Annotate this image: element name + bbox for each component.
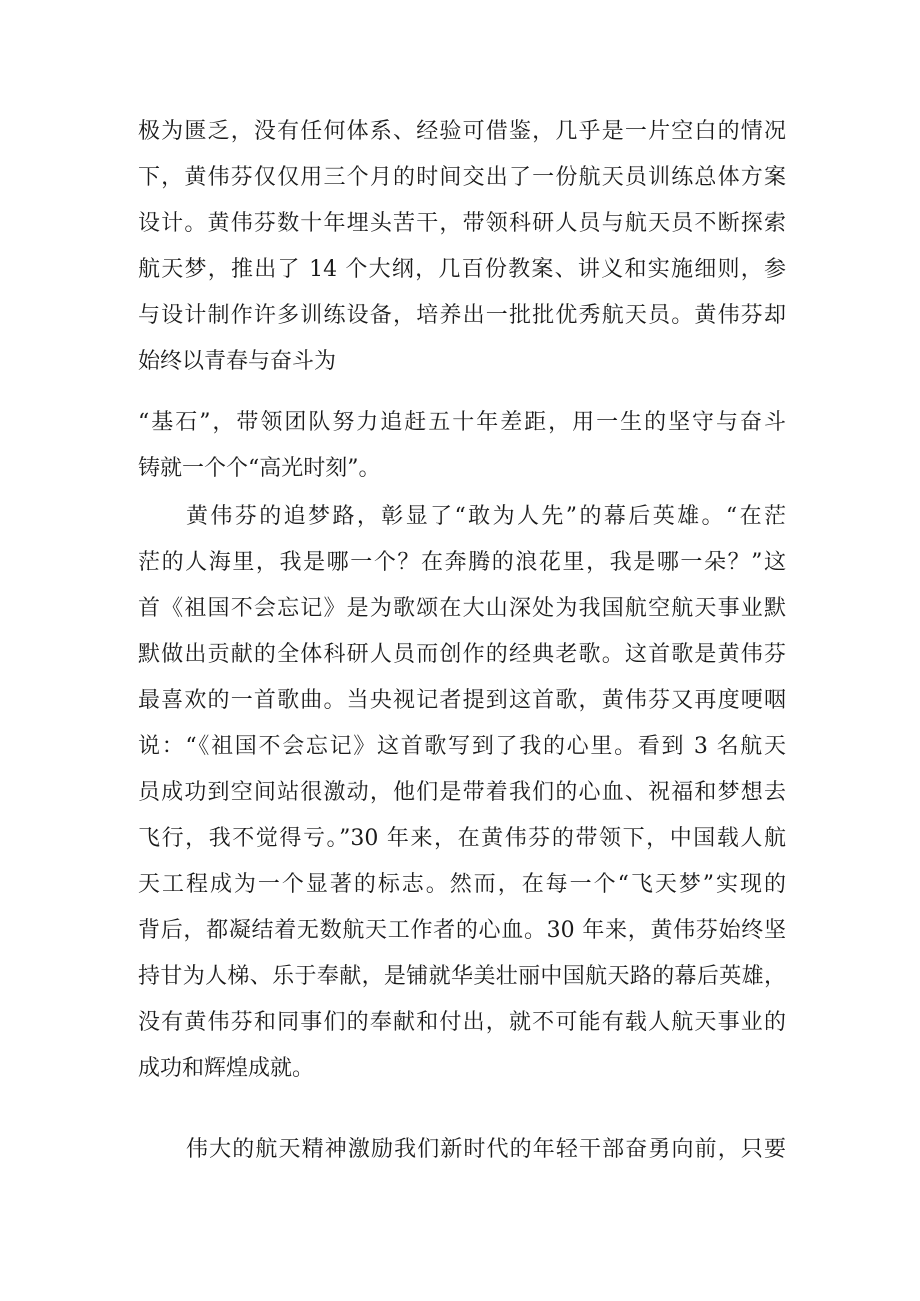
text-line: 茫的人海里，我是哪一个？在奔腾的浪花里，我是哪一朵？”这 [138,550,786,575]
text-line: 设计。黄伟芬数十年埋头苦干，带领科研人员与航天员不断探索 [138,211,786,236]
paragraph-first-line: 黄伟芬的追梦路，彰显了“敢为人先”的幕后英雄。“在茫 [186,504,786,529]
text-line: 与设计制作许多训练设备，培养出一批批优秀航天员。黄伟芬却 [138,303,786,328]
text-line: 成功和辉煌成就。 [138,1056,315,1081]
text-line: 背后，都凝结着无数航天工作者的心血。30 年来，黄伟芬始终坚 [138,918,786,943]
text-line: 铸就一个个“高光时刻”。 [138,456,381,481]
text-line: 说：“《祖国不会忘记》这首歌写到了我的心里。看到 3 名航天 [138,734,786,759]
text-line: 默做出贡献的全体科研人员而创作的经典老歌。这首歌是黄伟芬 [138,642,786,667]
text-line: 飞行，我不觉得亏。”30 年来，在黄伟芬的带领下，中国载人航 [138,826,786,851]
text-line: 最喜欢的一首歌曲。当央视记者提到这首歌，黄伟芬又再度哽咽 [138,688,786,713]
text-line: 首《祖国不会忘记》是为歌颂在大山深处为我国航空航天事业默 [138,596,786,621]
text-line: 员成功到空间站很激动，他们是带着我们的心血、祝福和梦想去 [138,780,786,805]
text-line: 没有黄伟芬和同事们的奉献和付出，就不可能有载人航天事业的 [138,1010,786,1035]
paragraph-first-line: 伟大的航天精神激励我们新时代的年轻干部奋勇向前，只要 [186,1137,786,1162]
text-line: 持甘为人梯、乐于奉献，是铺就华美壮丽中国航天路的幕后英雄， [138,964,786,989]
text-line: 极为匮乏，没有任何体系、经验可借鉴，几乎是一片空白的情况 [138,119,786,144]
text-line: 始终以青春与奋斗为 [138,349,337,374]
text-line: 天工程成为一个显著的标志。然而，在每一个“飞天梦”实现的 [138,872,786,897]
text-line: 下，黄伟芬仅仅用三个月的时间交出了一份航天员训练总体方案 [138,165,786,190]
text-line: 航天梦，推出了 14 个大纲，几百份教案、讲义和实施细则，参 [138,257,786,282]
text-line: “基石”，带领团队努力追赶五十年差距，用一生的坚守与奋斗 [138,410,786,435]
